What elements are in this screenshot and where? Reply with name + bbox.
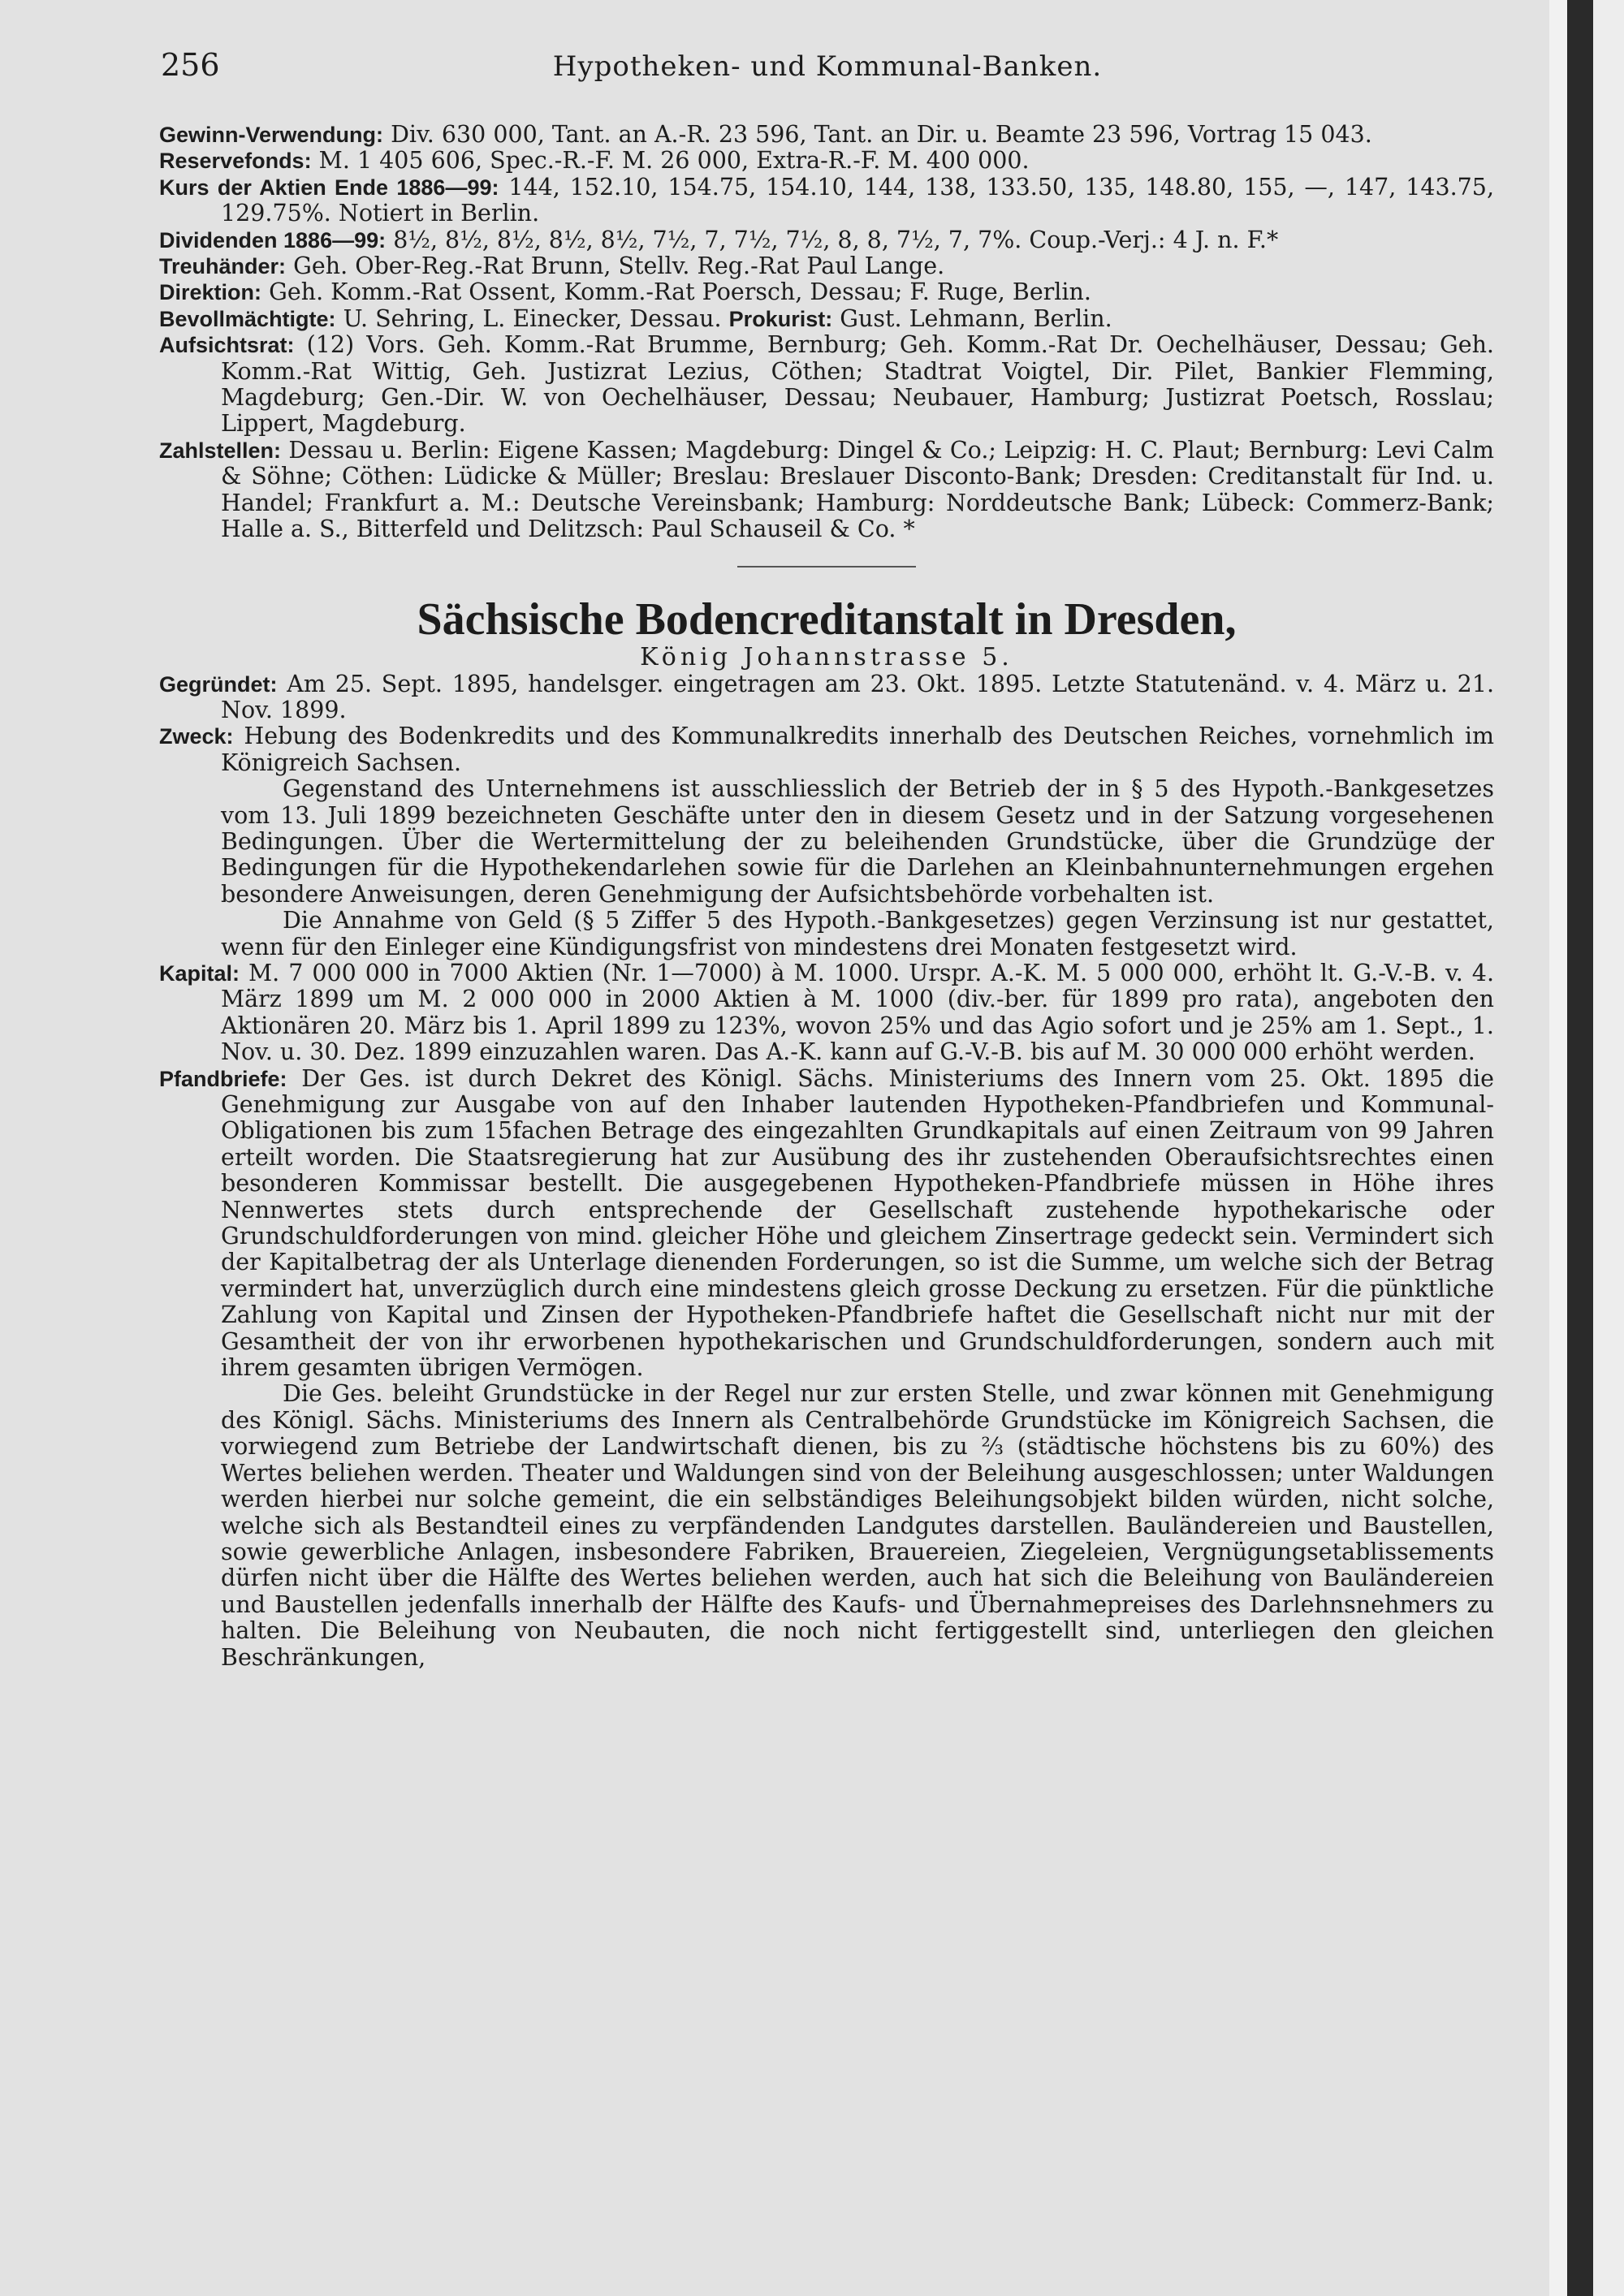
entry-text: Geh. Ober-Reg.-Rat Brunn, Stellv. Reg.-Rat Paul Lange. (293, 252, 945, 280)
entry-gegruendet (159, 671, 1494, 724)
page-header (161, 47, 1494, 88)
entry-text: Am 25. Sept. 1895, handelsger. eingetragen am 23. Okt. 1895. Letzte Statutenänd. v. 4. März u. 21. Nov. 1899. (221, 670, 1495, 723)
entry-zahlstellen (159, 438, 1494, 543)
entry-text: Dessau u. Berlin: Eigene Kassen; Magdeburg: Dingel & Co.; Leipzig: H. C. Plaut; Bernburg: Levi Calm & Söhne; Cöthen: Lüdicke & Müller; Breslau: Breslauer Disconto-Bank; Dresden: Creditanstalt für Ind. u. Handel; Frankfurt a. M.: Deutsche Vereinsbank; Hamburg: Norddeutsche Bank; Lübeck: Commerz-Bank; Halle a. S., Bitterfeld und Delitzsch: Paul Schauseil & Co. * (221, 436, 1494, 543)
entry-label: Zweck: (159, 724, 234, 749)
entry-gewinn-verwendung (159, 122, 1494, 148)
entry-dividenden (159, 227, 1494, 253)
page-edge-margin (1593, 0, 1624, 2296)
page-number: 256 (161, 47, 220, 83)
entry-label: Treuhänder: (159, 254, 287, 279)
prokurist-text: Gust. Lehmann, Berlin. (840, 304, 1112, 332)
entry-kapital (159, 960, 1494, 1066)
entry-text: U. Sehring, L. Einecker, Dessau. (343, 304, 722, 332)
entry-text: (12) Vors. Geh. Komm.-Rat Brumme, Bernburg; Geh. Komm.-Rat Dr. Oechelhäuser, Dessau; Geh. Komm.-Rat Wittig, Geh. Justizrat Lezius, Cöthen; Stadtrat Voigtel, Dir. Pilet, Bankier Flemming, Magdeburg; Gen.-Dir. W. von Oechelhäuser, Dessau; Neubauer, Hamburg; Justizrat Poetsch, Rosslau; Lippert, Magdeburg. (221, 331, 1494, 438)
pfandbriefe-paragraph: Die Ges. beleiht Grundstücke in der Regel nur zur ersten Stelle, und zwar können mit Genehmigung des Königl. Sächs. Ministeriums des Innern als Centralbehörde Grundstücke im Königreich Sachsen, die vorwiegend zum Betriebe der Landwirtschaft dienen, bis zu ⅔ (städtische höchstens bis zu 60%) des Wertes beliehen werden. Theater und Waldungen sind von der Beleihung ausgeschlossen; unter Waldungen werden hierbei nur solche gemeint, die ein selbständiges Beleihungsobjekt bilden würden, nicht solche, welche sich als Bestandteil eines zu verpfändenden Landgutes darstellen. Bauländereien und Baustellen, sowie gewerbliche Anlagen, insbesondere Fabriken, Brauereien, Ziegeleien, Vergnügungsetablissements dürfen nicht über die Hälfte des Wertes beliehen werden, auch hat sich die Beleihung von Bauländereien und Baustellen jedenfalls innerhalb der Hälfte des Kaufs- und Übernahmepreises des Darlehnsnehmers zu halten. Die Beleihung von Neubauten, die noch nicht fertiggestellt sind, unterliegen den gleichen Beschränkungen, (221, 1380, 1494, 1671)
entry-label: Kurs der Aktien Ende 1886—99: (159, 175, 499, 200)
company-address: König Johannstrasse 5. (640, 642, 1013, 671)
entry-zweck (159, 723, 1494, 776)
entry-text: Der Ges. ist durch Dekret des Königl. Sächs. Ministeriums des Innern vom 25. Okt. 1895 die Genehmigung zur Ausgabe von auf den Inhaber lautenden Hypotheken-Pfandbriefen und Kommunal-Obligationen bis zum 15fachen Betrage des eingezahlten Grundkapitals auf einen Zeitraum von 99 Jahren erteilt worden. Die Staatsregierung hat zur Ausübung des ihr zustehenden Oberaufsichtsrechtes einen besonderen Kommissar bestellt. Die ausgegebenen Hypotheken-Pfandbriefe müssen in Höhe ihres Nennwertes stets durch entsprechende der Gesellschaft zustehende hypothekarische oder Grundschuldforderungen von mind. gleicher Höhe und gleichem Zinsertrage gedeckt sein. Vermindert sich der Kapitalbetrag der als Unterlage dienenden Forderungen, so ist die Summe, um welche sich der Betrag vermindert hat, unverzüglich durch eine mindestens gleich grosse Deckung zu ersetzen. Für die pünktliche Zahlung von Kapital und Zinsen der Hypotheken-Pfandbriefe haftet die Gesellschaft nicht nur mit der Gesamtheit der von ihr erworbenen hypothekarischen und Grundschuldforderungen, sondern auch mit ihrem gesamten übrigen Vermögen. (221, 1064, 1495, 1382)
entry-pfandbriefe (159, 1066, 1494, 1382)
entry-text: M. 7 000 000 in 7000 Aktien (Nr. 1—7000) à M. 1000. Urspr. A.-K. M. 5 000 000, erhöht lt. G.-V.-B. v. 4. März 1899 um M. 2 000 000 in 2000 Aktien à M. 1000 (div.-ber. für 1899 pro rata), angeboten den Aktionären 20. März bis 1. April 1899 zu 123%, wovon 25% und das Agio sofort und je 25% am 1. Sept., 1. Nov. u. 30. Dez. 1899 einzuzahlen waren. Das A.-K. kann auf G.-V.-B. bis auf M. 30 000 000 erhöht werden. (221, 959, 1495, 1066)
page-edge-gap (1549, 0, 1567, 2296)
entry-aufsichtsrat (159, 332, 1494, 438)
entry-text: M. 1 405 606, Spec.-R.-F. M. 26 000, Extra-R.-F. M. 400 000. (318, 147, 1030, 175)
entry-treuhaender (159, 253, 1494, 279)
entry-text: Geh. Komm.-Rat Ossent, Komm.-Rat Poersch, Dessau; F. Ruge, Berlin. (269, 278, 1091, 306)
entry-text: Div. 630 000, Tant. an A.-R. 23 596, Tant. an Dir. u. Beamte 23 596, Vortrag 15 043. (391, 121, 1372, 148)
entry-label: Aufsichtsrat: (159, 333, 295, 358)
entry-direktion (159, 279, 1494, 305)
section-divider (737, 566, 916, 568)
entry-label: Reservefonds: (159, 149, 312, 174)
entry-label: Kapital: (159, 960, 240, 986)
zweck-paragraph: Gegenstand des Unternehmens ist ausschliesslich der Betrieb der in § 5 des Hypoth.-Bankgesetzes vom 13. Juli 1899 bezeichneten Geschäfte unter den in diesem Gesetz und in der Satzung vorgesehenen Bedingungen. Über die Wertermittelung der zu beleihenden Grundstücke, über die Grundzüge der Bedingungen für die Hypothekendarlehen sowie für die Darlehen an Kleinbahnunternehmungen ergehen besondere Anweisungen, deren Genehmigung der Aufsichtsbehörde vorbehalten ist. (221, 775, 1494, 908)
page-content (159, 122, 1494, 1671)
entry-label: Direktion: (159, 280, 262, 305)
entry-label: Pfandbriefe: (159, 1066, 287, 1091)
prokurist-label: Prokurist: (728, 306, 833, 331)
page-edge-shadow (1567, 0, 1593, 2296)
entry-label: Dividenden 1886—99: (159, 227, 387, 252)
entry-bevollmaechtigte (159, 306, 1494, 332)
running-title: Hypotheken- und Kommunal-Banken. (552, 50, 1103, 83)
entry-label: Bevollmächtigte: (159, 306, 336, 331)
company-title: Sächsische Bodencreditanstalt in Dresden, (417, 593, 1237, 645)
entry-text: 8½, 8½, 8½, 8½, 8½, 7½, 7, 7½, 7½, 8, 8, 7½, 7, 7%. Coup.-Verj.: 4 J. n. F.* (393, 226, 1279, 253)
entry-text: Hebung des Bodenkredits und des Kommunalkredits innerhalb des Deutschen Reiches, vornehmlich im Königreich Sachsen. (221, 723, 1495, 776)
entry-label: Gegründet: (159, 671, 278, 697)
entry-label: Zahlstellen: (159, 438, 282, 463)
zweck-paragraph: Die Annahme von Geld (§ 5 Ziffer 5 des Hypoth.-Bankgesetzes) gegen Verzinsung ist nur gestattet, wenn für den Einleger eine Kündigungsfrist von mindestens drei Monaten festgesetzt wird. (221, 907, 1494, 960)
entry-kurs (159, 175, 1494, 227)
entry-label: Gewinn-Verwendung: (159, 123, 384, 147)
entry-text: 144, 152.10, 154.75, 154.10, 144, 138, 133.50, 135, 148.80, 155, —, 147, 143.75, 129.75%. Notiert in Berlin. (221, 173, 1494, 227)
entry-reservefonds (159, 148, 1494, 174)
